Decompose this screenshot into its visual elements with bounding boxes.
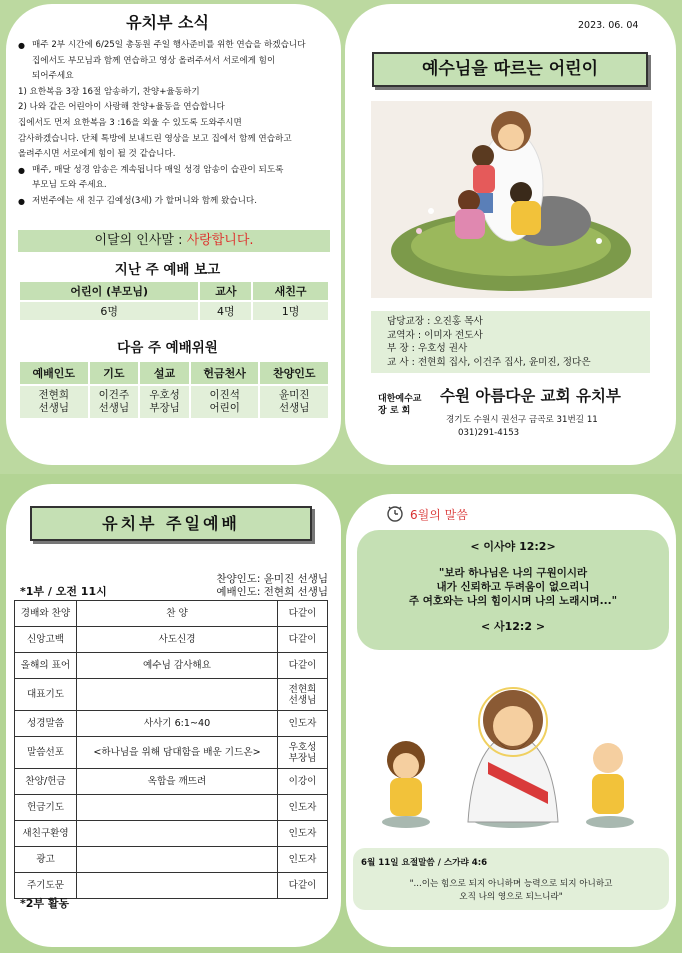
order-person: 다같이: [278, 601, 328, 627]
duty-header: 기도: [89, 361, 140, 385]
order-row: [15, 627, 328, 653]
order-item: 대표기도: [15, 679, 77, 711]
duty-name: 우호성: [149, 389, 180, 401]
order-person: 다같이: [278, 873, 328, 899]
duty-header: 찬양인도: [259, 361, 329, 385]
greeting-label: 이달의 인사말 :: [94, 233, 187, 248]
report-value: 1명: [252, 301, 329, 321]
duty-header: 헌금천사: [190, 361, 260, 385]
order-person: 다같이: [278, 653, 328, 679]
order-row: [15, 847, 328, 873]
church-name: 수원 아름다운 교회 유치부: [440, 387, 621, 405]
duty-cell: [259, 385, 329, 419]
news-line: 올려주시면 서로에게 힘이 될 것 같습니다.: [18, 149, 176, 160]
verse-line: "보라 하나님은 나의 구원이시라: [438, 567, 588, 579]
order-item: 새친구환영: [15, 821, 77, 847]
duty-role: 선생님: [38, 402, 69, 414]
order-of-service-table: [14, 600, 328, 899]
order-item: 헌금기도: [15, 795, 77, 821]
order-content: 사도신경: [77, 627, 278, 653]
service-title: 유치부 주일예배: [30, 506, 312, 541]
duty-role: 선생님: [98, 402, 130, 414]
order-content: [77, 847, 278, 873]
news-line: 감사하겠습니다. 단체 톡방에 보내드린 영상을 보고 집에서 함께 연습하고: [18, 133, 292, 144]
order-item: 성경말씀: [15, 711, 77, 737]
order-content: 찬 양: [77, 601, 278, 627]
staff-box: [371, 311, 650, 373]
leader-line: 예배인도: 전현희 선생님: [216, 586, 328, 598]
order-content: 사사기 6:1~40: [77, 711, 278, 737]
duty-role: 어린이: [209, 402, 240, 414]
order-content: [77, 821, 278, 847]
phone-line: 031)291-4153: [458, 428, 520, 438]
duty-name: 이진석: [209, 389, 240, 401]
order-content: <하나님을 위해 담대함을 배운 기드온>: [77, 737, 278, 769]
report-value: 6명: [19, 301, 199, 321]
staff-line: 교 사 : 전현희 집사, 이건주 집사, 윤미진, 정다은: [387, 356, 591, 368]
duty-table: [18, 360, 330, 420]
duty-name: 윤미진: [279, 389, 310, 401]
jesus-children-illustration: [371, 101, 652, 298]
order-person: 인도자: [278, 711, 328, 737]
report-header: 새친구: [252, 281, 329, 301]
part1-label: *1부 / 오전 11시: [20, 585, 107, 598]
order-row: [15, 653, 328, 679]
denomination-line: 대한예수교: [378, 394, 422, 404]
order-content: [77, 679, 278, 711]
order-content: [77, 795, 278, 821]
denomination: [378, 393, 421, 417]
memory-verse-heading: 6월 11일 요절말씀 / 스가랴 4:6: [361, 858, 488, 868]
denomination-line: 장 로 회: [378, 406, 411, 416]
order-content: 옥합을 깨뜨려: [77, 769, 278, 795]
staff-line: 담당교장 : 오진홍 목사: [387, 316, 483, 327]
order-item: 찬양/헌금: [15, 769, 77, 795]
order-content: [77, 873, 278, 899]
report-header: 교사: [199, 281, 252, 301]
order-item: 광고: [15, 847, 77, 873]
order-person: 우호성 부장님: [278, 737, 328, 769]
report-table: [18, 280, 330, 322]
duty-cell: [19, 385, 89, 419]
staff-line: 교역자 : 이미자 전도사: [387, 329, 483, 341]
greeting-banner: [18, 230, 330, 252]
order-item: 주기도문: [15, 873, 77, 899]
news-line: ● 매주 2부 시간에 6/25일 총동원 주일 행사준비를 위한 연습을 하겠습니다: [18, 38, 328, 54]
order-item: 말씀선포: [15, 737, 77, 769]
duty-role: 부장님: [149, 402, 180, 414]
part2-label: *2부 활동: [20, 897, 70, 910]
order-row: [15, 711, 328, 737]
memory-verse-box: [353, 848, 669, 910]
order-person: 이강이: [278, 769, 328, 795]
duty-cell: [139, 385, 190, 419]
verse-reference-short: < 사12:2 >: [480, 620, 546, 633]
duty-header: 설교: [139, 361, 190, 385]
staff-line: 부 장 : 우호성 권사: [387, 343, 468, 355]
duty-cell: [190, 385, 260, 419]
news-line: 부모님 도와 주세요.: [32, 180, 107, 191]
order-item: 경배와 찬양: [15, 601, 77, 627]
news-line: 집에서도 먼저 요한복음 3 :16을 외울 수 있도록 도와주시면: [18, 117, 242, 128]
duty-name: 전현희: [38, 389, 69, 401]
bulletin-date: 2023. 06. 04: [578, 20, 639, 31]
memory-verse-line: 오직 나의 영으로 되느니라": [459, 892, 563, 902]
memory-verse-line: "...이는 힘으로 되지 아니하며 능력으로 되지 아니하고: [409, 879, 613, 889]
month-verse-box: [357, 530, 669, 650]
report-title: 지난 주 예배 보고: [114, 262, 221, 278]
duty-header: 예배인도: [19, 361, 89, 385]
order-person: 전현희 선생님: [278, 679, 328, 711]
duty-title: 다음 주 예배위원: [117, 340, 218, 356]
memory-verse-text: [353, 878, 669, 904]
address-line: 경기도 수원시 권선구 금곡로 31번길 11: [446, 415, 598, 425]
leader-line: 찬양인도: 윤미진 선생님: [216, 573, 328, 585]
order-row: [15, 679, 328, 711]
order-person: 인도자: [278, 821, 328, 847]
greeting-phrase: 사랑합니다.: [186, 233, 254, 248]
order-row: [15, 795, 328, 821]
news-line: ● 매주, 매달 성경 암송은 계속됩니다 매일 성경 암송이 습관이 되도록: [18, 163, 328, 179]
order-row: [15, 601, 328, 627]
bulletin-title: 예수님을 따르는 어린이: [372, 52, 648, 87]
report-header: 어린이 (부모님): [19, 281, 199, 301]
order-item: 신앙고백: [15, 627, 77, 653]
order-content: 예수님 감사해요: [77, 653, 278, 679]
news-line: 1) 요한복음 3장 16절 암송하기, 찬양+율동하기: [18, 86, 200, 97]
praying-children-illustration: [378, 682, 648, 832]
order-row: [15, 821, 328, 847]
order-item: 올해의 표어: [15, 653, 77, 679]
verse-line: 내가 신뢰하고 두려움이 없으리니: [436, 581, 590, 593]
order-row: [15, 769, 328, 795]
news-line: 되어주세요: [32, 71, 74, 82]
duty-cell: [89, 385, 140, 419]
news-list: [18, 38, 328, 210]
church-address: [446, 414, 598, 440]
news-line: 2) 나와 같은 어린아이 사랑해 찬양+율동을 연습합니다: [18, 102, 225, 113]
order-person: 인도자: [278, 847, 328, 873]
report-value: 4명: [199, 301, 252, 321]
month-verse-heading: 6월의 말씀: [410, 508, 468, 522]
verse-text: [357, 566, 669, 608]
duty-name: 이건주: [98, 389, 130, 401]
verse-reference: < 이사야 12:2>: [470, 540, 556, 553]
service-leaders: [200, 573, 328, 599]
news-line: 집에서도 부모님과 함께 연습하고 영상 올려주셔서 서로에게 힘이: [32, 55, 276, 66]
clock-icon: [386, 504, 404, 522]
duty-role: 선생님: [279, 402, 310, 414]
news-title: 유치부 소식: [126, 13, 209, 32]
verse-line: 주 여호와는 나의 힘이시며 나의 노래시며...": [408, 595, 618, 607]
order-row: [15, 737, 328, 769]
order-person: 다같이: [278, 627, 328, 653]
news-line: ● 저번주에는 새 친구 김예성(3세) 가 할머니와 함께 왔습니다.: [18, 194, 328, 210]
order-person: 인도자: [278, 795, 328, 821]
